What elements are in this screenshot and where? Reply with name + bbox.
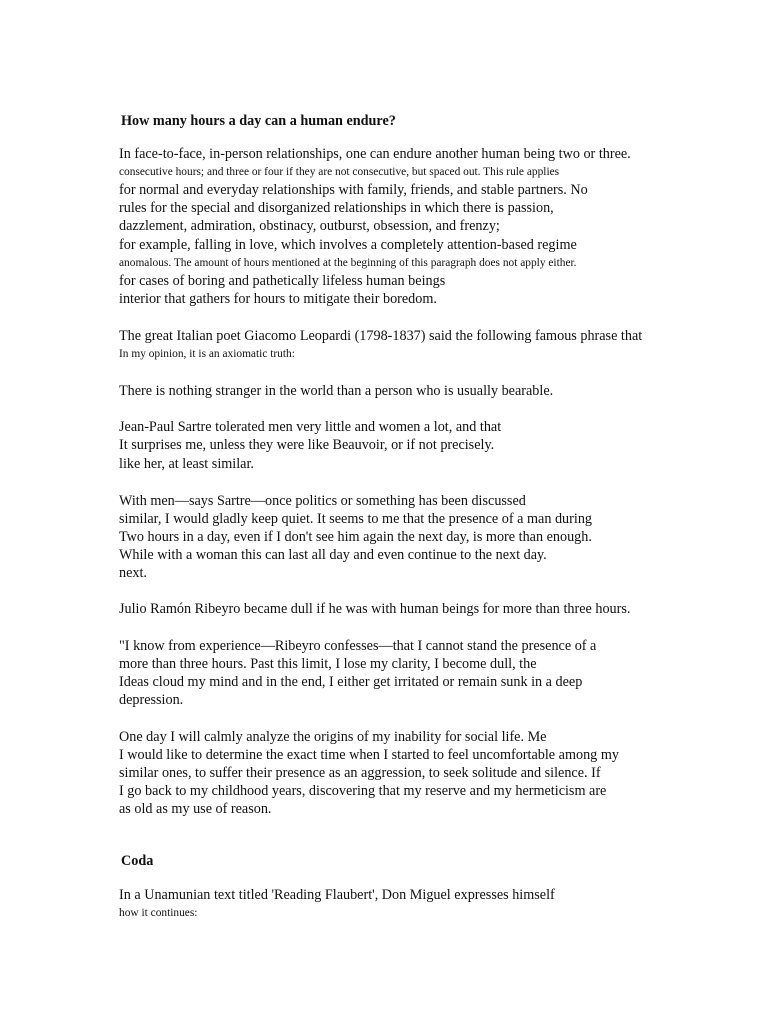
paragraph-line: Julio Ramón Ribeyro became dull if he was with human beings for more than three hours.: [119, 601, 631, 617]
paragraph-line: how it continues:: [119, 907, 198, 919]
paragraph-line: "I know from experience—Ribeyro confesses—that I cannot stand the presence of a: [119, 638, 597, 654]
paragraph-line: next.: [119, 565, 147, 581]
paragraph-line: interior that gathers for hours to mitigate their boredom.: [119, 291, 437, 307]
paragraph-line: I would like to determine the exact time when I started to feel uncomfortable among my: [119, 747, 619, 763]
paragraph-line: Ideas cloud my mind and in the end, I either get irritated or remain sunk in a deep: [119, 674, 583, 690]
paragraph-line: While with a woman this can last all day and even continue to the next day.: [119, 547, 547, 563]
paragraph-line: In a Unamunian text titled 'Reading Flaubert', Don Miguel expresses himself: [119, 887, 555, 903]
paragraph-line: consecutive hours; and three or four if they are not consecutive, but spaced out. This rule applies: [119, 166, 560, 178]
paragraph-line: like her, at least similar.: [119, 456, 254, 472]
document-title: How many hours a day can a human endure?: [121, 113, 396, 129]
paragraph-line: With men—says Sartre—once politics or something has been discussed: [119, 493, 526, 509]
paragraph-line: as old as my use of reason.: [119, 801, 272, 817]
paragraph-line: The great Italian poet Giacomo Leopardi (1798-1837) said the following famous phrase that: [119, 328, 643, 344]
quote-line: There is nothing stranger in the world than a person who is usually bearable.: [119, 383, 554, 399]
paragraph-line: for example, falling in love, which involves a completely attention-based regime: [119, 237, 577, 253]
paragraph-line: for normal and everyday relationships with family, friends, and stable partners. No: [119, 182, 588, 198]
paragraph-line: In face-to-face, in-person relationships, one can endure another human being two or three.: [119, 146, 631, 162]
paragraph-line: similar, I would gladly keep quiet. It seems to me that the presence of a man during: [119, 511, 593, 527]
paragraph-line: anomalous. The amount of hours mentioned at the beginning of this paragraph does not apply either.: [119, 257, 577, 269]
section-heading-coda: Coda: [121, 853, 154, 869]
paragraph-line: One day I will calmly analyze the origins of my inability for social life. Me: [119, 729, 547, 745]
paragraph-line: dazzlement, admiration, obstinacy, outburst, obsession, and frenzy;: [119, 218, 500, 234]
paragraph-line: for cases of boring and pathetically lifeless human beings: [119, 273, 446, 289]
paragraph-line: I go back to my childhood years, discovering that my reserve and my hermeticism are: [119, 783, 607, 799]
paragraph-line: more than three hours. Past this limit, I lose my clarity, I become dull, the: [119, 656, 537, 672]
paragraph-line: Jean-Paul Sartre tolerated men very little and women a lot, and that: [119, 419, 502, 435]
paragraph-line: In my opinion, it is an axiomatic truth:: [119, 348, 295, 360]
paragraph-line: It surprises me, unless they were like Beauvoir, or if not precisely.: [119, 437, 495, 453]
paragraph-line: similar ones, to suffer their presence as an aggression, to seek solitude and silence. If: [119, 765, 601, 781]
paragraph-line: rules for the special and disorganized relationships in which there is passion,: [119, 200, 554, 216]
paragraph-line: depression.: [119, 692, 184, 708]
paragraph-line: Two hours in a day, even if I don't see him again the next day, is more than enough.: [119, 529, 592, 545]
